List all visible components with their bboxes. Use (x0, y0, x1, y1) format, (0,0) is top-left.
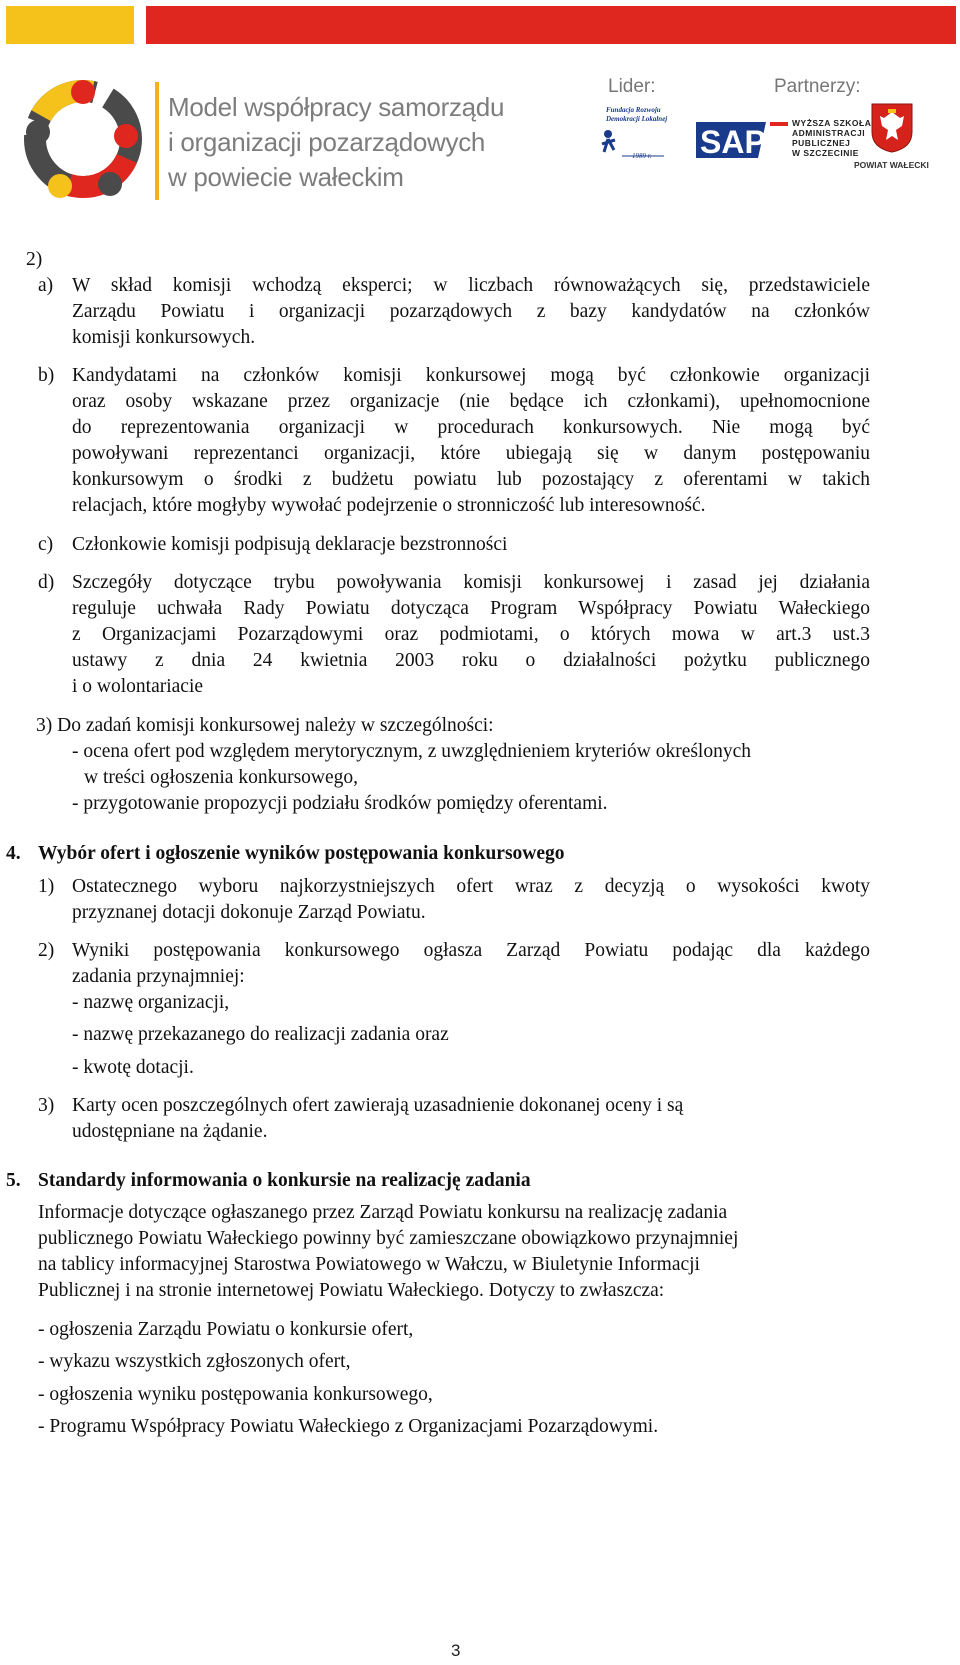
project-title (168, 90, 504, 195)
sap-name-line: W SZCZECINIE (792, 148, 859, 158)
item-4-3-label: 3) (38, 1095, 55, 1116)
fundacja-name: Fundacja Rozwoju Demokracji Lokalnej (606, 106, 668, 123)
header-bar-red (146, 6, 956, 44)
item-b-line: powoływani reprezentanci organizacji, które ubiegają się w danym postępowaniu (72, 443, 870, 464)
project-logo-icon (18, 74, 148, 204)
section-5-line: publicznego Powiatu Wałeckiego powinny być zamieszczane obowiązkowo przynajmniej (38, 1228, 739, 1249)
item-d-line: ustawy z dnia 24 kwietnia 2003 roku o działalności pożytku publicznego (72, 650, 870, 671)
section-5-list-item: - ogłoszenia Zarządu Powiatu o konkursie ofert, (38, 1319, 414, 1340)
item-b-label: b) (38, 365, 55, 386)
heading-5-number: 5. (6, 1170, 21, 1191)
header-bar-yellow (6, 6, 134, 44)
lider-label: Lider: (608, 76, 656, 97)
item-4-1-label: 1) (38, 876, 55, 897)
project-title-line: i organizacji pozarządowych (168, 127, 486, 157)
section-3-heading: 3) Do zadań komisji konkursowej należy w szczególności: (36, 715, 494, 736)
powiat-crest-icon (870, 102, 914, 154)
item-d-line: i o wolontariacie (72, 676, 204, 697)
item-a-line: W skład komisji wchodzą eksperci; w liczbach równoważących się, przedstawiciele (72, 275, 870, 296)
sap-name (792, 118, 871, 158)
partnerzy-label: Partnerzy: (774, 76, 861, 97)
heading-4-number: 4. (6, 843, 21, 864)
powiat-label: POWIAT WAŁECKI (854, 160, 929, 170)
item-4-2-line: - kwotę dotacji. (72, 1057, 194, 1078)
item-b-line: relacjach, które mogłyby wywołać podejrzenie o stronniczość lub interesowność. (72, 495, 706, 516)
item-d-label: d) (38, 572, 55, 593)
section-5-list-item: - ogłoszenia wyniku postępowania konkursowego, (38, 1384, 433, 1405)
item-a-line: Zarządu Powiatu i organizacji pozarządowych z bazy kandydatów na członków (72, 301, 870, 322)
svg-text:SAP: SAP (700, 124, 766, 160)
item-4-2-line: - nazwę organizacji, (72, 992, 230, 1013)
sap-name-line: WYŻSZA SZKOŁA (792, 118, 872, 128)
fundacja-year: 1989 r. (632, 152, 652, 160)
section-3-item: w treści ogłoszenia konkursowego, (84, 767, 359, 788)
item-4-2-line: Wyniki postępowania konkursowego ogłasza Zarząd Powiatu podając dla każdego (72, 940, 870, 961)
section-5-list-item: - Programu Współpracy Powiatu Wałeckiego z Organizacjami Pozarządowymi. (38, 1416, 659, 1437)
section-2-number: 2) (26, 249, 43, 270)
item-4-2-label: 2) (38, 940, 55, 961)
project-title-line: Model współpracy samorządu (168, 92, 505, 122)
item-b-line: Kandydatami na członków komisji konkursowej mogą być członkowie organizacji (72, 365, 870, 386)
item-d-line: reguluje uchwała Rady Powiatu dotycząca Program Współpracy Powiatu Wałeckiego (72, 598, 870, 619)
item-c-label: c) (38, 534, 54, 555)
section-5-line: na tablicy informacyjnej Starostwa Powiatowego w Wałczu, w Biuletynie Informacji (38, 1254, 700, 1275)
item-4-2-line: zadania przynajmniej: (72, 966, 245, 987)
item-b-line: oraz osoby wskazane przez organizacje (nie będące ich członkami), upełnomocnione (72, 391, 870, 412)
page-number: 3 (451, 1641, 461, 1660)
sap-name-line: ADMINISTRACJI (792, 128, 866, 138)
section-5-line: Publicznej i na stronie internetowej Powiatu Wałeckiego. Dotyczy to zwłaszcza: (38, 1280, 665, 1301)
sap-name-line: PUBLICZNEJ (792, 138, 851, 148)
heading-5-title: Standardy informowania o konkursie na realizację zadania (38, 1170, 531, 1191)
section-3-item: - ocena ofert pod względem merytorycznym, z uwzględnieniem kryteriów określonych (72, 741, 752, 762)
project-title-line: w powiecie wałeckim (168, 162, 404, 192)
section-3-item: - przygotowanie propozycji podziału środków pomiędzy oferentami. (72, 793, 608, 814)
item-b-line: konkursowym o środki z budżetu powiatu lub pozostający z oferentami w takich (72, 469, 870, 490)
item-a-label: a) (38, 275, 54, 296)
item-4-3-line: Karty ocen poszczególnych ofert zawierają uzasadnienie dokonanej oceny i są (72, 1095, 684, 1116)
item-a-line: komisji konkursowych. (72, 327, 256, 348)
section-5-line: Informacje dotyczące ogłaszanego przez Zarząd Powiatu konkursu na realizację zadania (38, 1202, 728, 1223)
item-d-line: Szczegóły dotyczące trybu powoływania komisji konkursowej i zasad jej działania (72, 572, 870, 593)
item-4-1-line: Ostatecznego wyboru najkorzystniejszych ofert wraz z decyzją o wysokości kwoty (72, 876, 870, 897)
logo-divider (155, 82, 159, 200)
heading-4-title: Wybór ofert i ogłoszenie wyników postępowania konkursowego (38, 843, 565, 864)
section-5-list-item: - wykazu wszystkich zgłoszonych ofert, (38, 1351, 351, 1372)
item-c-text: Członkowie komisji podpisują deklaracje bezstronności (72, 534, 508, 555)
item-4-1-line: przyznanej dotacji dokonuje Zarząd Powiatu. (72, 902, 426, 923)
item-d-line: z Organizacjami Pozarządowymi oraz podmiotami, o których mowa w art.3 ust.3 (72, 624, 870, 645)
item-4-2-line: - nazwę przekazanego do realizacji zadania oraz (72, 1024, 449, 1045)
item-b-line: do reprezentowania organizacji w procedurach konkursowych. Nie mogą być (72, 417, 870, 438)
item-4-3-line: udostępniane na żądanie. (72, 1121, 268, 1142)
